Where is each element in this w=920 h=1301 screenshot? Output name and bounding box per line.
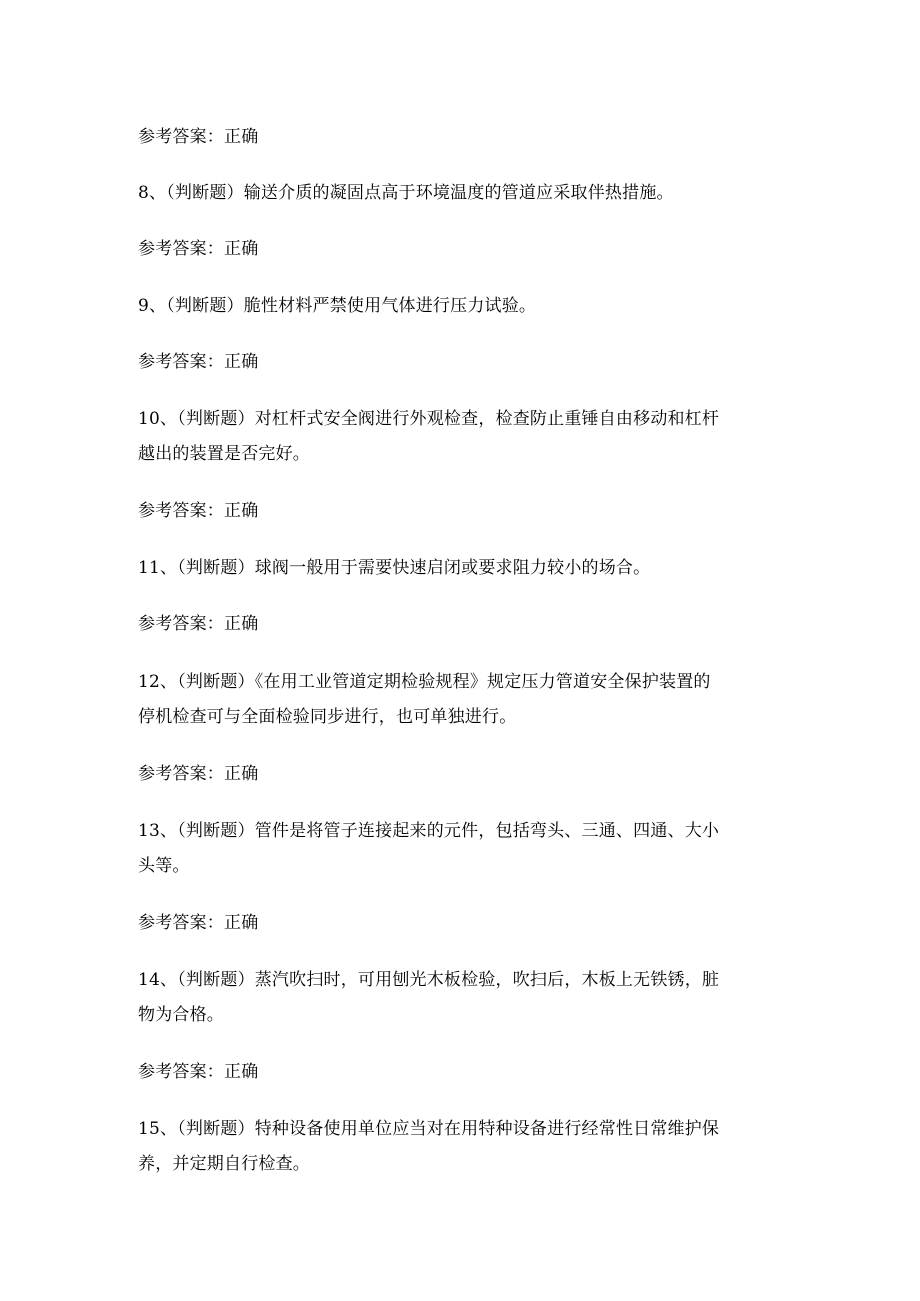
answer-label: 参考答案： xyxy=(138,239,224,259)
answer-value: 正确 xyxy=(224,1062,259,1082)
answer-value: 正确 xyxy=(224,352,259,372)
answer-line xyxy=(138,239,258,259)
question-line: 15、（判断题）特种设备使用单位应当对在用特种设备进行经常性日常维护保 xyxy=(138,1119,720,1139)
answer-line xyxy=(138,501,258,521)
question-line: 12、（判断题）《在用工业管道定期检验规程》规定压力管道安全保护装置的 xyxy=(138,672,711,692)
answer-line xyxy=(138,352,258,372)
question-line: 停机检查可与全面检验同步进行，也可单独进行。 xyxy=(138,707,517,727)
answer-label: 参考答案： xyxy=(138,501,224,521)
answer-line xyxy=(138,913,258,933)
answer-value: 正确 xyxy=(224,764,259,784)
answer-label: 参考答案： xyxy=(138,352,224,372)
answer-value: 正确 xyxy=(224,127,259,147)
answer-label: 参考答案： xyxy=(138,127,224,147)
answer-label: 参考答案： xyxy=(138,913,224,933)
question-line: 9、（判断题）脆性材料严禁使用气体进行压力试验。 xyxy=(138,296,537,316)
question-line: 头等。 xyxy=(138,856,190,876)
question-line: 13、（判断题）管件是将管子连接起来的元件，包括弯头、三通、四通、大小 xyxy=(138,821,720,841)
answer-label: 参考答案： xyxy=(138,1062,224,1082)
answer-line xyxy=(138,1062,258,1082)
question-line: 11、（判断题）球阀一般用于需要快速启闭或要求阻力较小的场合。 xyxy=(138,558,651,578)
answer-line xyxy=(138,764,258,784)
answer-value: 正确 xyxy=(224,239,259,259)
answer-line xyxy=(138,127,258,147)
answer-value: 正确 xyxy=(224,913,259,933)
question-line: 10、（判断题）对杠杆式安全阀进行外观检查，检查防止重锤自由移动和杠杆 xyxy=(138,409,720,429)
question-line: 14、（判断题）蒸汽吹扫时，可用刨光木板检验，吹扫后，木板上无铁锈，脏 xyxy=(138,970,720,990)
question-line: 养，并定期自行检查。 xyxy=(138,1154,310,1174)
answer-value: 正确 xyxy=(224,614,259,634)
question-line: 越出的装置是否完好。 xyxy=(138,444,310,464)
answer-value: 正确 xyxy=(224,501,259,521)
question-line: 物为合格。 xyxy=(138,1005,224,1025)
answer-line xyxy=(138,614,258,634)
question-line: 8、（判断题）输送介质的凝固点高于环境温度的管道应采取伴热措施。 xyxy=(138,183,674,203)
answer-label: 参考答案： xyxy=(138,614,224,634)
answer-label: 参考答案： xyxy=(138,764,224,784)
